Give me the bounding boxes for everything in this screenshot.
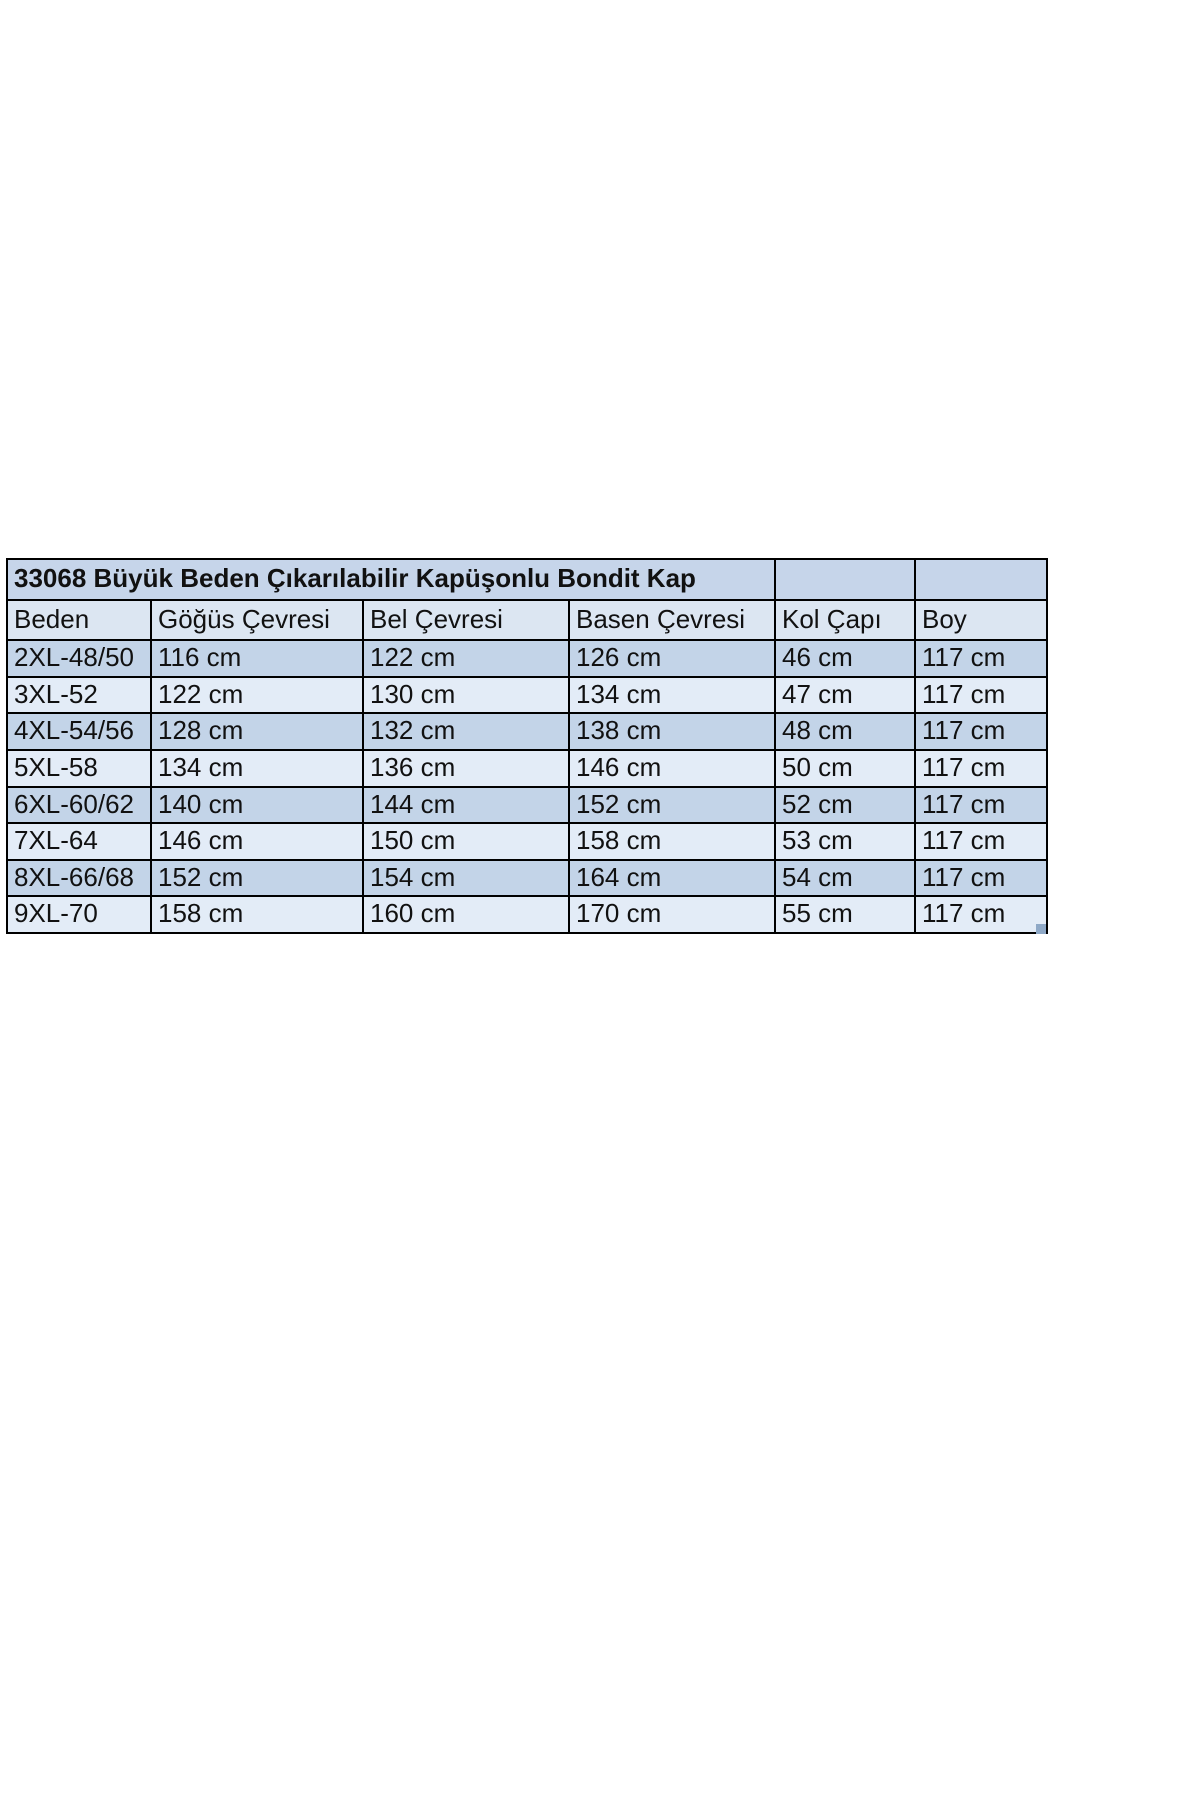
column-header-kol-capi: Kol Çapı <box>775 600 915 641</box>
cell-chest: 122 cm <box>151 677 363 714</box>
cell-sleeve: 46 cm <box>775 640 915 677</box>
cell-length: 117 cm <box>915 860 1047 897</box>
cell-waist: 136 cm <box>363 750 569 787</box>
cell-hip: 126 cm <box>569 640 775 677</box>
table-row <box>7 713 1047 750</box>
cell-sleeve: 52 cm <box>775 787 915 824</box>
cell-hip: 146 cm <box>569 750 775 787</box>
table-title-blank-2 <box>915 559 1047 600</box>
cell-chest: 128 cm <box>151 713 363 750</box>
cell-sleeve: 48 cm <box>775 713 915 750</box>
table-row <box>7 860 1047 897</box>
cell-hip: 134 cm <box>569 677 775 714</box>
table-row <box>7 677 1047 714</box>
size-table-body <box>7 559 1047 933</box>
cell-size: 7XL-64 <box>7 823 151 860</box>
table-row <box>7 640 1047 677</box>
size-chart-sheet <box>6 558 1046 934</box>
cell-waist: 154 cm <box>363 860 569 897</box>
table-row <box>7 787 1047 824</box>
size-table <box>6 558 1048 934</box>
cell-length: 117 cm <box>915 640 1047 677</box>
column-header-beden: Beden <box>7 600 151 641</box>
cell-chest: 152 cm <box>151 860 363 897</box>
column-header-bel-cevresi: Bel Çevresi <box>363 600 569 641</box>
table-title-row <box>7 559 1047 600</box>
cell-length: 117 cm <box>915 787 1047 824</box>
cell-sleeve: 53 cm <box>775 823 915 860</box>
cell-waist: 144 cm <box>363 787 569 824</box>
cell-hip: 158 cm <box>569 823 775 860</box>
cell-hip: 164 cm <box>569 860 775 897</box>
column-header-basen-cevresi: Basen Çevresi <box>569 600 775 641</box>
table-header-row <box>7 600 1047 641</box>
cell-chest: 116 cm <box>151 640 363 677</box>
column-header-gogus-cevresi: Göğüs Çevresi <box>151 600 363 641</box>
cell-size: 3XL-52 <box>7 677 151 714</box>
cell-waist: 150 cm <box>363 823 569 860</box>
table-row <box>7 896 1047 933</box>
cell-sleeve: 50 cm <box>775 750 915 787</box>
cell-size: 6XL-60/62 <box>7 787 151 824</box>
corner-marker <box>1036 924 1046 934</box>
cell-size: 2XL-48/50 <box>7 640 151 677</box>
cell-hip: 152 cm <box>569 787 775 824</box>
table-row <box>7 823 1047 860</box>
cell-length: 117 cm <box>915 823 1047 860</box>
table-title: 33068 Büyük Beden Çıkarılabilir Kapüşonlu Bondit Kap <box>7 559 775 600</box>
column-header-boy: Boy <box>915 600 1047 641</box>
cell-sleeve: 54 cm <box>775 860 915 897</box>
cell-waist: 160 cm <box>363 896 569 933</box>
cell-chest: 140 cm <box>151 787 363 824</box>
cell-waist: 122 cm <box>363 640 569 677</box>
cell-size: 9XL-70 <box>7 896 151 933</box>
cell-length: 117 cm <box>915 750 1047 787</box>
cell-length: 117 cm <box>915 896 1047 933</box>
table-title-blank-1 <box>775 559 915 600</box>
cell-size: 8XL-66/68 <box>7 860 151 897</box>
cell-chest: 158 cm <box>151 896 363 933</box>
cell-waist: 132 cm <box>363 713 569 750</box>
cell-chest: 146 cm <box>151 823 363 860</box>
cell-hip: 138 cm <box>569 713 775 750</box>
cell-length: 117 cm <box>915 677 1047 714</box>
cell-hip: 170 cm <box>569 896 775 933</box>
table-row <box>7 750 1047 787</box>
cell-size: 4XL-54/56 <box>7 713 151 750</box>
cell-size: 5XL-58 <box>7 750 151 787</box>
cell-length: 117 cm <box>915 713 1047 750</box>
cell-sleeve: 55 cm <box>775 896 915 933</box>
cell-waist: 130 cm <box>363 677 569 714</box>
cell-chest: 134 cm <box>151 750 363 787</box>
cell-sleeve: 47 cm <box>775 677 915 714</box>
